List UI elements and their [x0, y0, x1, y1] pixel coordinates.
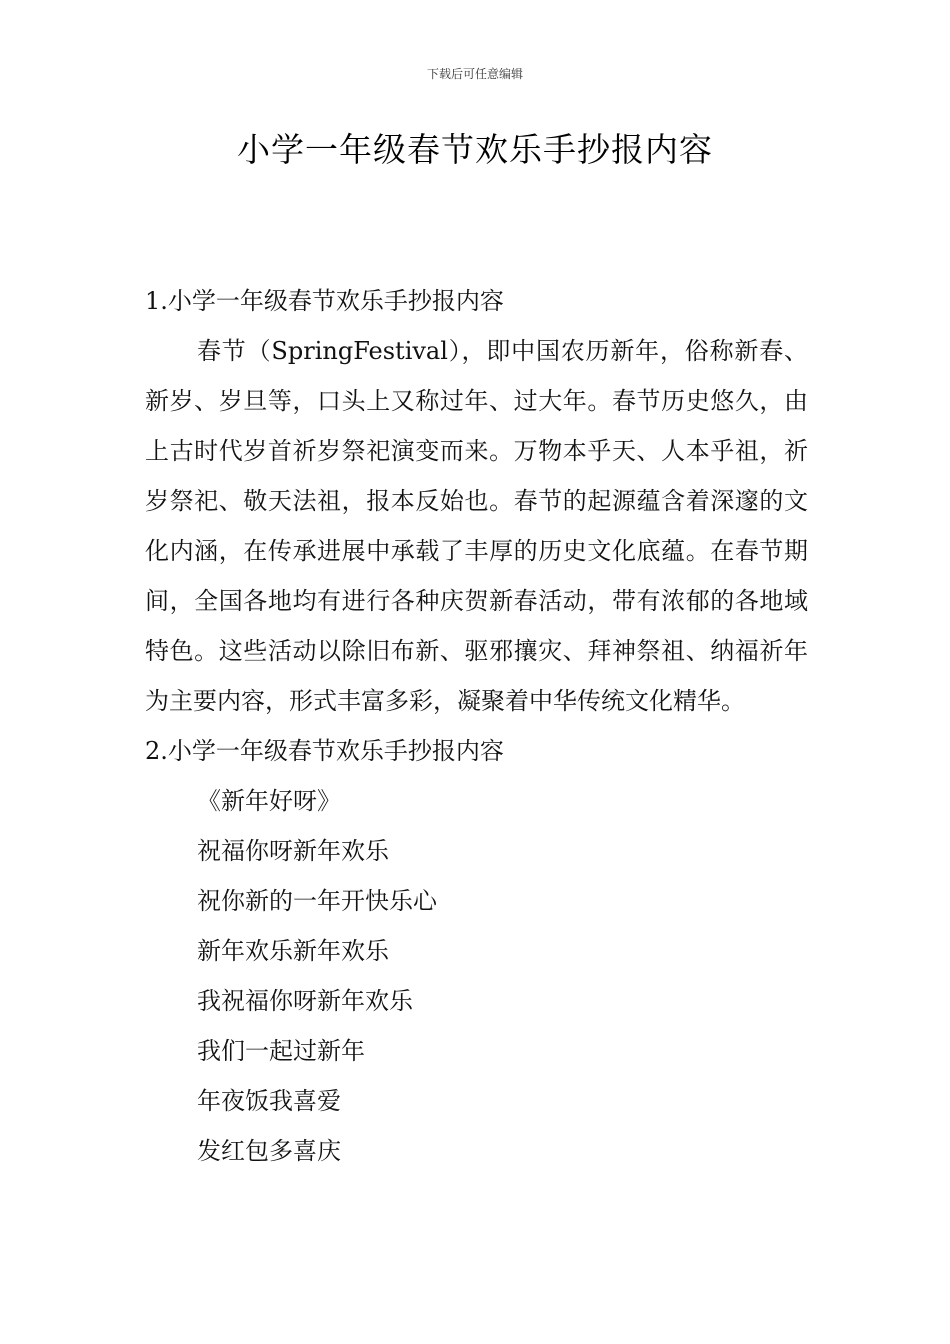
- section-heading-1: 1.小学一年级春节欢乐手抄报内容: [145, 287, 504, 315]
- poem-line: 我祝福你呀新年欢乐: [197, 987, 413, 1015]
- header-note: 下载后可任意编辑: [426, 67, 523, 81]
- document-title: 小学一年级春节欢乐手抄报内容: [237, 130, 713, 169]
- poem-line: 祝福你呀新年欢乐: [197, 837, 389, 865]
- poem-line: 发红包多喜庆: [197, 1137, 341, 1165]
- poem-line: 我们一起过新年: [197, 1037, 365, 1065]
- poem-line: 年夜饭我喜爱: [197, 1087, 341, 1115]
- section-heading-2: 2.小学一年级春节欢乐手抄报内容: [145, 737, 504, 765]
- document-body: [145, 276, 808, 1176]
- poem-line: 新年欢乐新年欢乐: [197, 937, 389, 965]
- poem-title: 《新年好呀》: [197, 787, 341, 815]
- section-1-paragraph: 春节（SpringFestival），即中国农历新年，俗称新春、新岁、岁旦等，口头上又称过年、过大年。春节历史悠久，由上古时代岁首祈岁祭祀演变而来。万物本乎天、人本乎祖，祈岁祭祀、敬天法祖，报本反始也。春节的起源蕴含着深邃的文化内涵，在传承进展中承载了丰厚的历史文化底蕴。在春节期间，全国各地均有进行各种庆贺新春活动，带有浓郁的各地域特色。这些活动以除旧布新、驱邪攘灾、拜神祭祖、纳福祈年为主要内容，形式丰富多彩，凝聚着中华传统文化精华。: [145, 337, 808, 715]
- poem-line: 祝你新的一年开快乐心: [197, 887, 437, 915]
